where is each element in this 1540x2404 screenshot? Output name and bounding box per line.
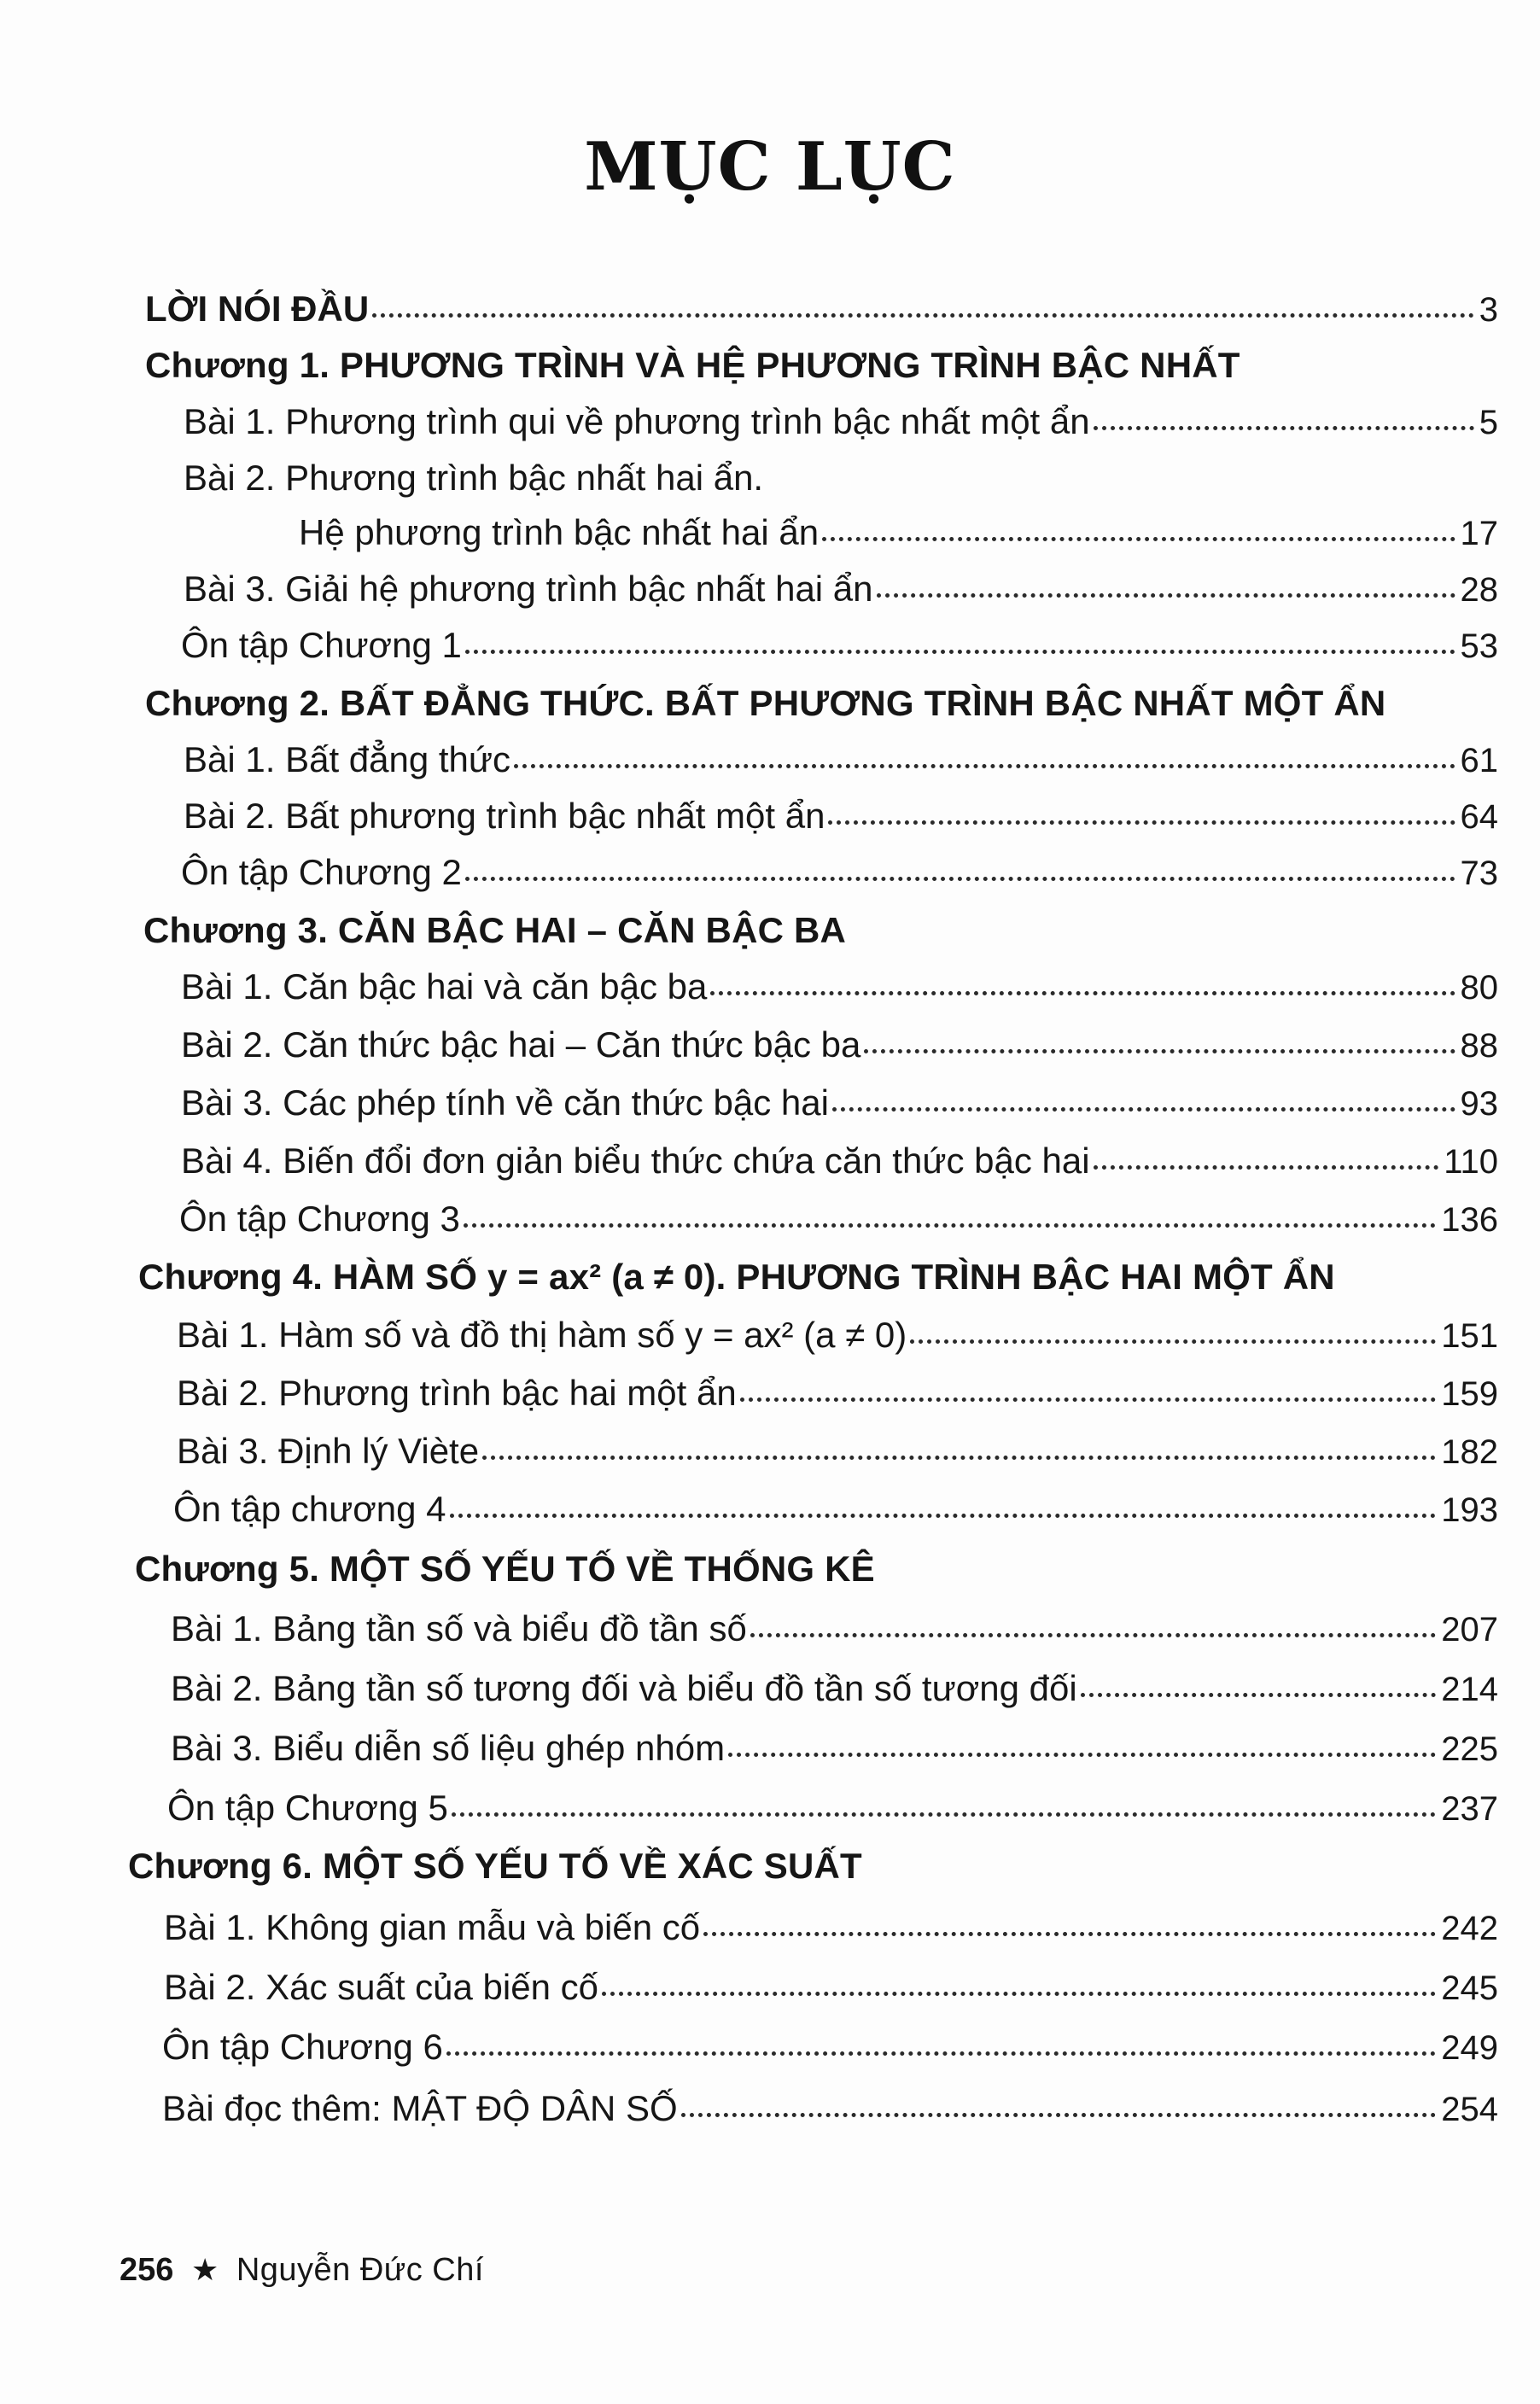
toc-entry xyxy=(181,960,1498,1014)
toc-entry-title: Chương 4. HÀM SỐ y = ax² (a ≠ 0). PHƯƠNG TRÌNH BẬC HAI MỘT ẨN xyxy=(138,1257,1335,1297)
dot-leader xyxy=(465,877,1455,881)
toc-page-number: 214 xyxy=(1441,1671,1498,1708)
toc-page-number: 73 xyxy=(1460,855,1498,892)
toc-page-number: 5 xyxy=(1479,404,1498,441)
toc-entry xyxy=(171,1661,1498,1716)
toc-entry xyxy=(164,1960,1498,2015)
toc-entry-title: Bài 1. Căn bậc hai và căn bậc ba xyxy=(181,966,708,1007)
toc-page-number: 88 xyxy=(1460,1027,1498,1065)
toc-page-number: 28 xyxy=(1460,571,1498,609)
toc-page-number: 182 xyxy=(1441,1433,1498,1471)
toc-page-number: 193 xyxy=(1441,1491,1498,1529)
toc-page-number: 136 xyxy=(1441,1201,1498,1239)
toc-chapter-heading xyxy=(135,1542,1498,1596)
toc-entry xyxy=(299,505,1498,560)
toc-page-number: 61 xyxy=(1460,742,1498,779)
toc-entry xyxy=(181,1134,1498,1188)
toc-entry xyxy=(179,1192,1498,1246)
dot-leader xyxy=(450,1514,1437,1518)
dot-leader xyxy=(465,650,1455,654)
toc-entry xyxy=(171,1602,1498,1656)
toc-page-number: 242 xyxy=(1441,1910,1498,1947)
toc-entry xyxy=(177,1424,1498,1479)
toc-entry xyxy=(184,394,1498,449)
toc-page-number: 237 xyxy=(1441,1790,1498,1828)
toc-entry xyxy=(184,451,1498,505)
toc-entry-title: Bài 3. Các phép tính về căn thức bậc hai xyxy=(181,1082,829,1123)
dot-leader xyxy=(703,1932,1436,1936)
toc-entry-title: Ôn tập Chương 2 xyxy=(181,852,462,892)
toc-entry-title: Ôn tập Chương 5 xyxy=(167,1788,448,1828)
toc-entry-title: Chương 5. MỘT SỐ YẾU TỐ VỀ THỐNG KÊ xyxy=(135,1549,875,1589)
toc-page-number: 64 xyxy=(1460,798,1498,836)
toc-entry xyxy=(164,1900,1498,1955)
toc-entry-title: LỜI NÓI ĐẦU xyxy=(145,289,370,329)
toc-chapter-heading xyxy=(128,1839,1498,1893)
toc-page-number: 93 xyxy=(1460,1085,1498,1123)
toc-entry xyxy=(181,845,1498,900)
toc-chapter-heading xyxy=(143,903,1498,958)
toc-entry-title: Bài 2. Phương trình bậc hai một ẩn xyxy=(177,1373,737,1413)
dot-leader xyxy=(372,313,1474,318)
toc-chapter-heading xyxy=(145,338,1498,393)
dot-leader xyxy=(832,1107,1455,1112)
dot-leader xyxy=(864,1049,1455,1053)
footer-page-number: 256 xyxy=(120,2252,174,2288)
dot-leader xyxy=(877,593,1455,598)
toc-entry-title: Ôn tập Chương 1 xyxy=(181,625,462,665)
toc-entry xyxy=(184,562,1498,616)
toc-chapter-heading xyxy=(145,676,1498,731)
toc-entry xyxy=(171,1721,1498,1776)
dot-leader xyxy=(750,1633,1436,1637)
toc-entry xyxy=(173,1482,1498,1537)
toc-page-number: 245 xyxy=(1441,1969,1498,2007)
dot-leader xyxy=(828,820,1455,825)
toc-entry-title: Bài 1. Bảng tần số và biểu đồ tần số xyxy=(171,1608,747,1648)
toc-entry xyxy=(177,1366,1498,1421)
toc-page-number: 207 xyxy=(1441,1611,1498,1648)
toc-entry xyxy=(162,2081,1498,2136)
toc-entry-title: Bài 2. Bất phương trình bậc nhất một ẩn xyxy=(184,796,825,836)
toc-page-number: 80 xyxy=(1460,969,1498,1007)
toc-page-number: 249 xyxy=(1441,2029,1498,2067)
dot-leader xyxy=(452,1812,1436,1817)
dot-leader xyxy=(482,1456,1436,1460)
toc-entry-title: Ôn tập Chương 6 xyxy=(162,2027,443,2067)
toc-entry xyxy=(184,732,1498,787)
dot-leader xyxy=(1094,1165,1439,1170)
toc-page-number: 225 xyxy=(1441,1730,1498,1768)
toc-entry-title: Chương 6. MỘT SỐ YẾU TỐ VỀ XÁC SUẤT xyxy=(128,1846,862,1886)
footer-author: Nguyễn Đức Chí xyxy=(236,2252,484,2288)
toc-entry-title: Hệ phương trình bậc nhất hai ẩn xyxy=(299,512,820,552)
toc-entry-title: Bài 2. Xác suất của biến cố xyxy=(164,1967,598,2007)
toc-page-number: 254 xyxy=(1441,2091,1498,2128)
toc-entry xyxy=(181,618,1498,673)
toc-entry-title: Bài 1. Hàm số và đồ thị hàm số y = ax² (a ≠ 0) xyxy=(177,1315,907,1355)
toc-entry xyxy=(167,1781,1498,1835)
page-footer xyxy=(120,2252,484,2289)
toc-entry-title: Bài 2. Căn thức bậc hai – Căn thức bậc ba xyxy=(181,1024,861,1065)
dot-leader xyxy=(681,2113,1437,2117)
dot-leader xyxy=(464,1223,1436,1228)
toc-entry-title: Bài 1. Phương trình qui về phương trình bậc nhất một ẩn xyxy=(184,401,1090,441)
toc-entry-title: Bài đọc thêm: MẬT ĐỘ DÂN SỐ xyxy=(162,2088,678,2128)
toc-entry-title: Bài 3. Giải hệ phương trình bậc nhất hai ẩn xyxy=(184,569,873,609)
dot-leader xyxy=(446,2051,1436,2056)
toc-page-number: 151 xyxy=(1441,1317,1498,1355)
toc-entry-title: Bài 4. Biến đổi đơn giản biểu thức chứa căn thức bậc hai xyxy=(181,1141,1090,1181)
toc-page-number: 53 xyxy=(1460,627,1498,665)
toc-entry-title: Bài 2. Phương trình bậc nhất hai ẩn. xyxy=(184,458,764,498)
toc-entry xyxy=(145,282,1498,336)
toc-entry-title: Chương 2. BẤT ĐẲNG THỨC. BẤT PHƯƠNG TRÌNH BẬC NHẤT MỘT ẨN xyxy=(145,683,1386,723)
star-icon: ★ xyxy=(190,2252,219,2287)
page-title: MỤC LỤC xyxy=(584,128,956,206)
toc-page-number: 159 xyxy=(1441,1375,1498,1413)
toc-page-number: 3 xyxy=(1479,291,1498,329)
toc-page-number: 110 xyxy=(1444,1143,1498,1181)
dot-leader xyxy=(602,1992,1436,1996)
dot-leader xyxy=(822,537,1455,541)
toc-entry-title: Chương 3. CĂN BẬC HAI – CĂN BẬC BA xyxy=(143,910,847,950)
toc-entry-title: Bài 3. Định lý Viète xyxy=(177,1431,480,1471)
toc-chapter-heading xyxy=(138,1250,1498,1304)
toc-entry-title: Chương 1. PHƯƠNG TRÌNH VÀ HỆ PHƯƠNG TRÌNH BẬC NHẤT xyxy=(145,345,1240,385)
dot-leader xyxy=(1094,426,1474,430)
toc-entry-title: Ôn tập chương 4 xyxy=(173,1489,446,1529)
dot-leader xyxy=(740,1397,1437,1402)
dot-leader xyxy=(514,764,1455,768)
toc-entry-title: Bài 1. Bất đẳng thức xyxy=(184,739,511,779)
dot-leader xyxy=(1081,1693,1437,1697)
toc-entry-title: Bài 2. Bảng tần số tương đối và biểu đồ tần số tương đối xyxy=(171,1668,1077,1708)
dot-leader xyxy=(710,991,1455,995)
toc-entry-title: Ôn tập Chương 3 xyxy=(179,1199,460,1239)
toc-entry xyxy=(181,1018,1498,1072)
toc-page-number: 17 xyxy=(1460,515,1498,552)
toc-entry-title: Bài 1. Không gian mẫu và biến cố xyxy=(164,1907,701,1947)
dot-leader xyxy=(728,1753,1436,1757)
toc-entry xyxy=(162,2020,1498,2074)
dot-leader xyxy=(910,1339,1436,1344)
toc-entry xyxy=(177,1308,1498,1362)
toc-entry xyxy=(181,1076,1498,1130)
toc-entry xyxy=(184,789,1498,843)
toc-entry-title: Bài 3. Biểu diễn số liệu ghép nhóm xyxy=(171,1728,726,1768)
